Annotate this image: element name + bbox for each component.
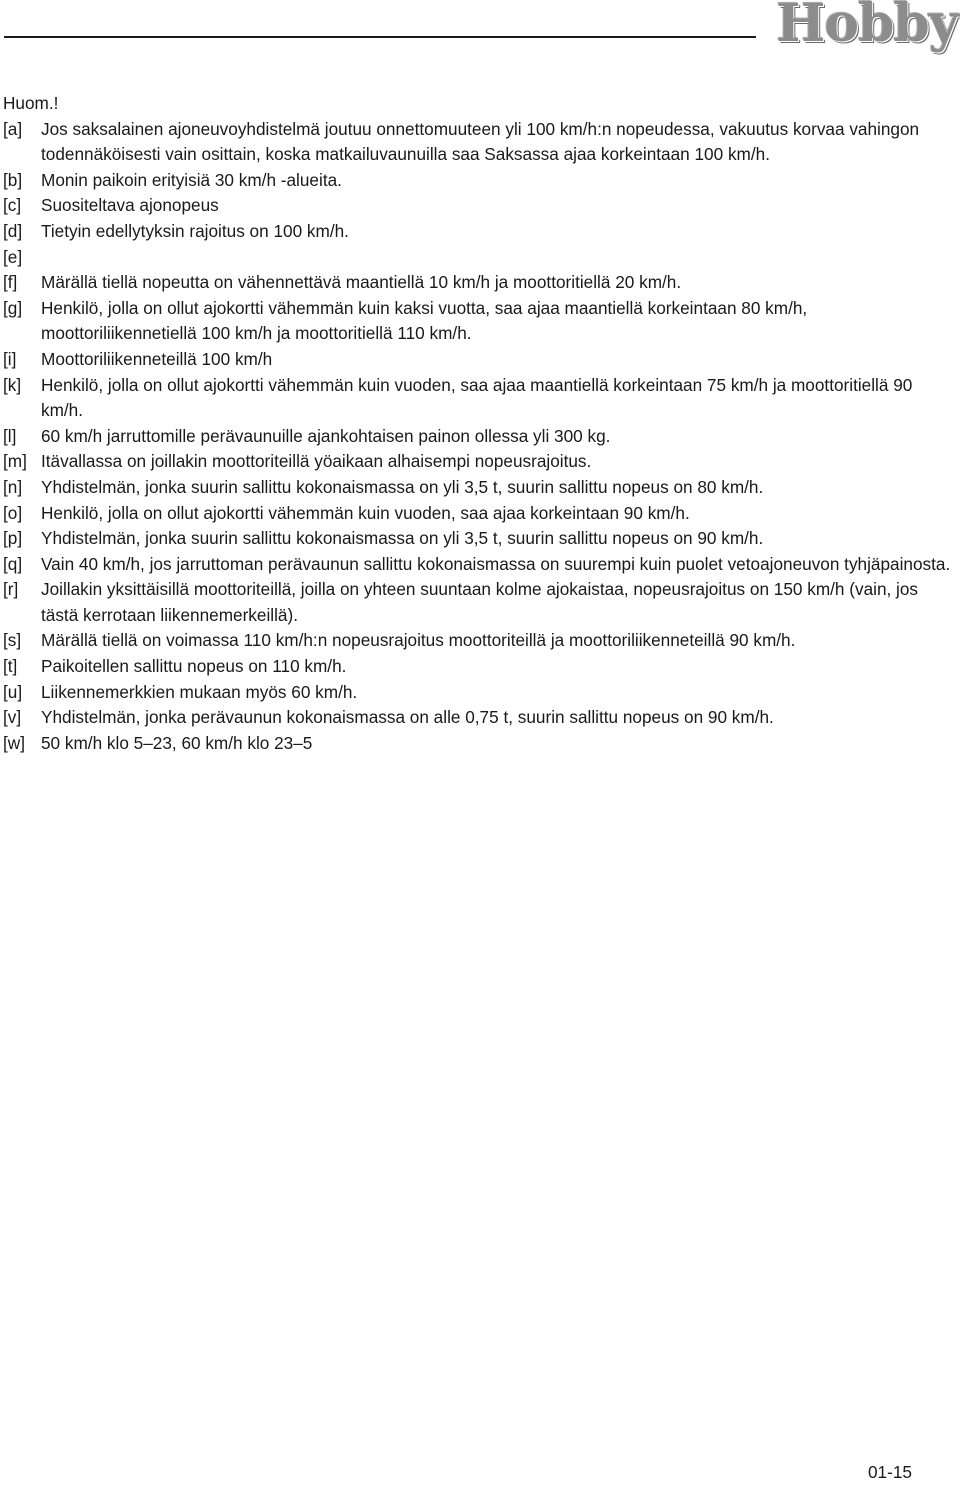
note-label: [f]: [3, 272, 18, 293]
note-label: [q]: [3, 553, 23, 574]
note-label: [w]: [3, 732, 25, 753]
note-text: 60 km/h jarruttomille perävaunuille ajankohtaisen painon ollessa yli 300 kg.: [41, 425, 611, 446]
note-label: [m]: [3, 451, 27, 472]
note-label: [r]: [3, 579, 19, 600]
note-text: 50 km/h klo 5–23, 60 km/h klo 23–5: [41, 732, 313, 753]
notice-heading: Huom.!: [3, 93, 59, 113]
note-label: [v]: [3, 707, 22, 728]
note-text: Märällä tiellä nopeutta on vähennettävä maantiellä 10 km/h ja moottoritiellä 20 km/h.: [41, 272, 682, 293]
note-text: Paikoitellen sallittu nopeus on 110 km/h.: [41, 656, 347, 677]
note-item: [3, 245, 959, 271]
note-item: [3, 296, 959, 347]
page-number: 01-15: [868, 1462, 912, 1482]
note-text: Joillakin yksittäisillä moottoriteillä, joilla on yhteen suuntaan kolme ajokaistaa, nopeusrajoitus on 150 km/h (vain, jos tästä kerrotaan liikennemerkeillä).: [41, 579, 919, 625]
note-label: [o]: [3, 502, 23, 523]
note-label: [t]: [3, 656, 18, 677]
note-text: Henkilö, jolla on ollut ajokortti vähemmän kuin kaksi vuotta, saa ajaa maantiellä korkeintaan 80 km/h, moottoriliikennetiellä 100 km/h ja moottoritiellä 110 km/h.: [41, 297, 808, 344]
hobby-logo: Hobby: [776, 0, 958, 54]
note-text: Yhdistelmän, jonka suurin sallittu kokonaismassa on yli 3,5 t, suurin sallittu nopeus on 80 km/h.: [41, 476, 764, 497]
note-text: Liikennemerkkien mukaan myös 60 km/h.: [41, 681, 358, 702]
note-label: [u]: [3, 681, 23, 702]
note-item: [3, 654, 959, 680]
note-item: [3, 347, 959, 373]
note-label: [e]: [3, 246, 23, 267]
note-item: [3, 628, 959, 654]
note-label: [p]: [3, 528, 23, 549]
note-label: [l]: [3, 425, 17, 446]
note-item: [3, 731, 959, 757]
note-label: [i]: [3, 348, 17, 369]
note-label: [g]: [3, 297, 23, 318]
note-text: Monin paikoin erityisiä 30 km/h -alueita.: [41, 169, 342, 190]
note-item: [3, 526, 959, 552]
notice-section: [3, 91, 959, 756]
note-item: [3, 193, 959, 219]
note-item: [3, 449, 959, 475]
note-label: [s]: [3, 630, 22, 651]
note-item: [3, 680, 959, 706]
note-item: [3, 219, 959, 245]
note-item: [3, 424, 959, 450]
note-item: [3, 501, 959, 527]
note-label: [n]: [3, 476, 23, 497]
header-rule: [4, 36, 756, 38]
note-item: [3, 475, 959, 501]
note-text: Henkilö, jolla on ollut ajokortti vähemmän kuin vuoden, saa ajaa maantiellä korkeintaan 75 km/h ja moottoritiellä 90 km/h.: [41, 374, 913, 421]
note-text: Vain 40 km/h, jos jarruttoman perävaunun sallittu kokonaismassa on suurempi kuin puolet vetoajoneuvon tyhjäpainosta.: [41, 553, 951, 574]
note-item: [3, 373, 959, 424]
note-label: [a]: [3, 118, 23, 139]
note-item: [3, 270, 959, 296]
note-text: Jos saksalainen ajoneuvoyhdistelmä joutuu onnettomuuteen yli 100 km/h:n nopeudessa, vakuutus korvaa vahingon todennäköisesti vain osittain, koska matkailuvaunuilla saa Saksassa ajaa korkeintaan 100 km/h.: [41, 118, 920, 165]
note-item: [3, 168, 959, 194]
note-text: Yhdistelmän, jonka perävaunun kokonaismassa on alle 0,75 t, suurin sallittu nopeus on 90 km/h.: [41, 707, 774, 728]
note-text: Märällä tiellä on voimassa 110 km/h:n nopeusrajoitus moottoriteillä ja moottoriliikenneteillä 90 km/h.: [41, 630, 796, 651]
note-text: Henkilö, jolla on ollut ajokortti vähemmän kuin vuoden, saa ajaa korkeintaan 90 km/h.: [41, 502, 690, 523]
note-item: [3, 577, 959, 628]
note-text: Itävallassa on joillakin moottoriteillä yöaikaan alhaisempi nopeusrajoitus.: [41, 451, 592, 472]
note-label: [d]: [3, 220, 23, 241]
note-text: Yhdistelmän, jonka suurin sallittu kokonaismassa on yli 3,5 t, suurin sallittu nopeus on 90 km/h.: [41, 528, 764, 549]
note-item: [3, 552, 959, 578]
note-label: [b]: [3, 169, 23, 190]
note-item: [3, 117, 959, 168]
note-text: Tietyin edellytyksin rajoitus on 100 km/h.: [41, 220, 349, 241]
note-label: [c]: [3, 195, 22, 216]
note-text: Moottoriliikenneteillä 100 km/h: [41, 348, 273, 369]
note-text: Suositeltava ajonopeus: [41, 195, 219, 216]
notes-list: [3, 117, 959, 757]
note-label: [k]: [3, 374, 22, 395]
note-item: [3, 705, 959, 731]
